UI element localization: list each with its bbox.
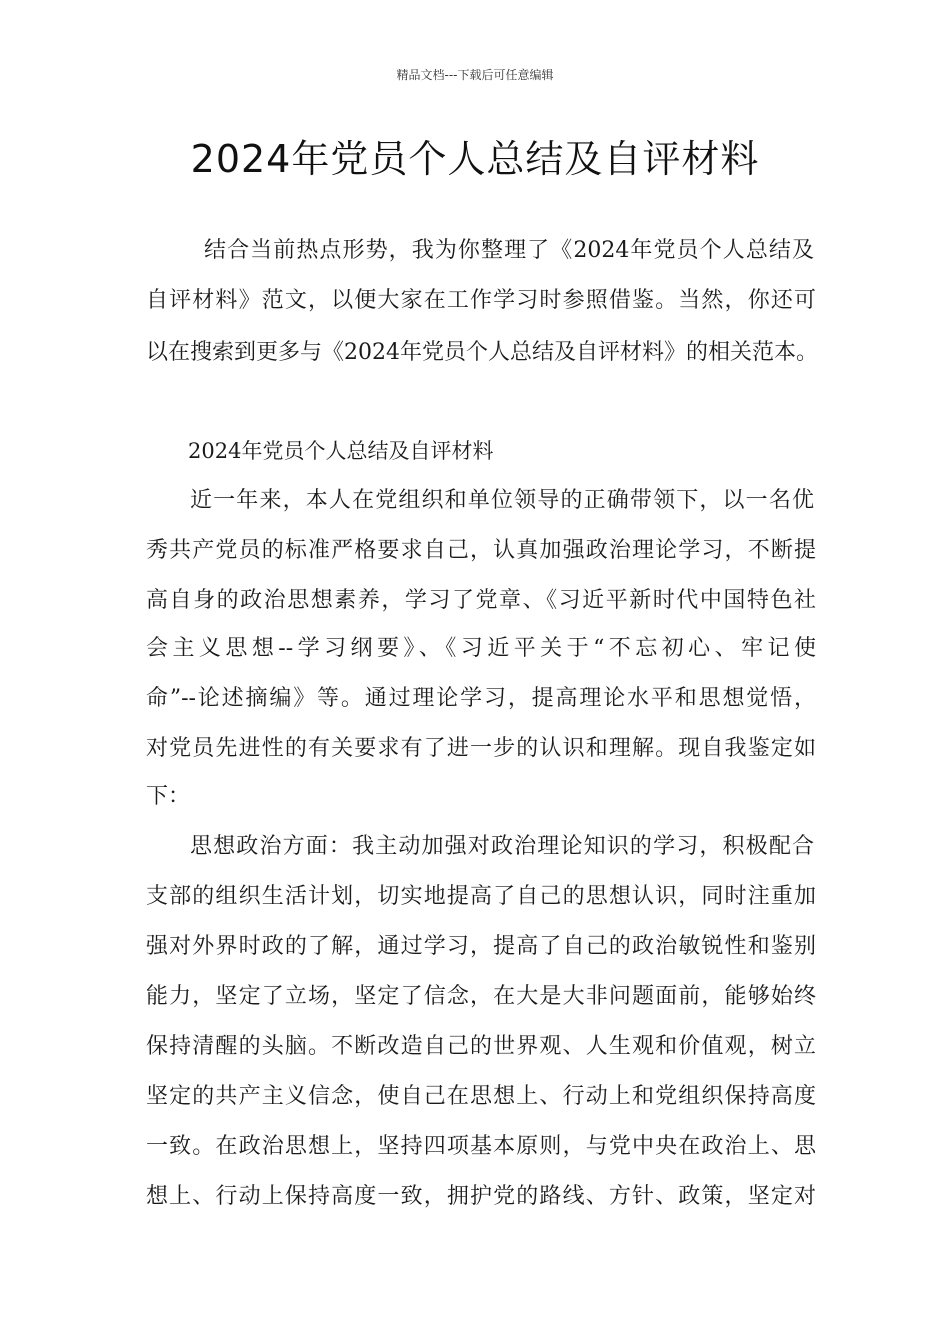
paragraph-line: 对党员先进性的有关要求有了进一步的认识和理解。现自我鉴定如 — [146, 736, 816, 761]
paragraph-line: 秀共产党员的标准严格要求自己，认真加强政治理论学习，不断提 — [146, 538, 816, 563]
paragraph-line: 高自身的政治思想素养，学习了党章、《习近平新时代中国特色社 — [146, 588, 816, 613]
section-subtitle: 2024年党员个人总结及自评材料 — [188, 439, 494, 463]
paragraph-line: 坚定的共产主义信念，使自己在思想上、行动上和党组织保持高度 — [146, 1084, 816, 1109]
paragraph-line: 会主义思想--学习纲要》、《习近平关于“不忘初心、牢记使 — [146, 636, 816, 661]
page-header: 精品文档---下载后可任意编辑 — [396, 68, 554, 82]
paragraph-line: 思想政治方面：我主动加强对政治理论知识的学习，积极配合 — [190, 834, 814, 859]
paragraph-line: 保持清醒的头脑。不断改造自己的世界观、人生观和价值观，树立 — [146, 1034, 816, 1059]
paragraph-line: 能力，坚定了立场，坚定了信念，在大是大非问题面前，能够始终 — [146, 984, 816, 1009]
paragraph-line: 一致。在政治思想上，坚持四项基本原则，与党中央在政治上、思 — [146, 1134, 816, 1159]
paragraph-line: 支部的组织生活计划，切实地提高了自己的思想认识，同时注重加 — [146, 884, 816, 909]
document-title: 2024年党员个人总结及自评材料 — [190, 137, 760, 181]
paragraph-line: 强对外界时政的了解，通过学习，提高了自己的政治敏锐性和鉴别 — [146, 934, 816, 959]
intro-line: 结合当前热点形势，我为你整理了《2024年党员个人总结及 — [204, 238, 814, 263]
intro-line: 以在搜索到更多与《2024年党员个人总结及自评材料》的相关范本。 — [146, 340, 818, 365]
intro-line: 自评材料》范文，以便大家在工作学习时参照借鉴。当然，你还可 — [146, 288, 816, 313]
paragraph-line: 下： — [146, 784, 191, 809]
paragraph-line: 想上、行动上保持高度一致，拥护党的路线、方针、政策，坚定对 — [146, 1184, 816, 1209]
paragraph-line: 近一年来，本人在党组织和单位领导的正确带领下，以一名优 — [190, 488, 814, 513]
paragraph-line: 命”--论述摘编》等。通过理论学习，提高理论水平和思想觉悟， — [146, 686, 816, 711]
